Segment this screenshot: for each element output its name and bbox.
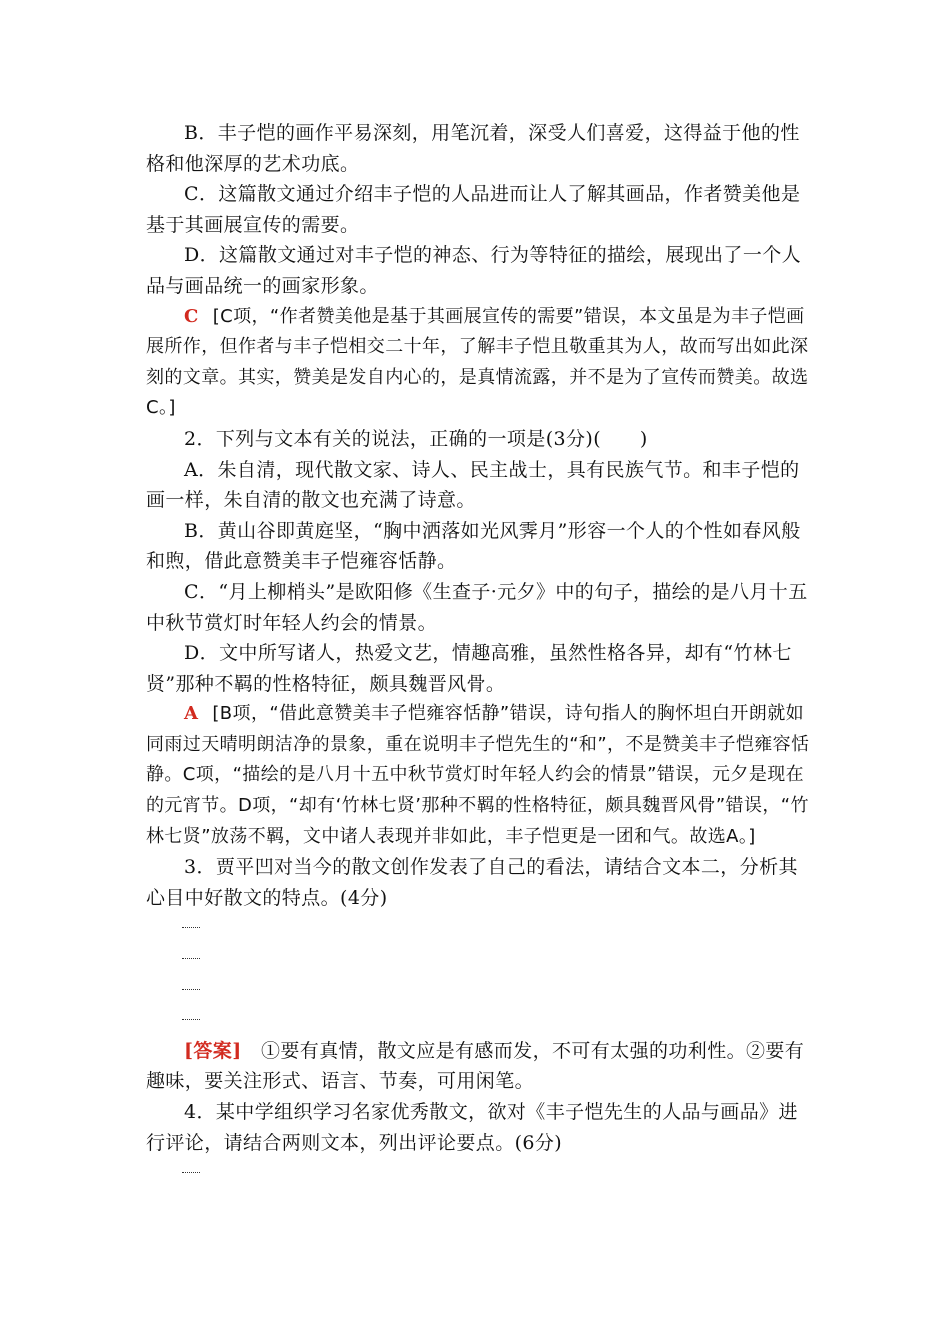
dotted-line (182, 1172, 200, 1173)
q4-answer-line-1[interactable] (146, 1158, 814, 1189)
q2-answer-text: [B项，“借此意赞美丰子恺雍容恬静”错误，诗句指人的胸怀坦白开朗就如同雨过天晴明朗洁净的景象，重在说明丰子恺先生的“和”，不是赞美丰子恺雍容恬静。C项，“描绘的是八月十五中秋节赏灯时年轻人约会的情景”错误，元夕是现在的元宵节。D项，“却有‘竹林七贤’那种不羁的性格特征，颇具魏晋风骨”错误，“竹林七贤”放荡不羁，文中诸人表现并非如此，丰子恺更是一团和气。故选A。] (146, 703, 810, 847)
q3-answer-text: ①要有真情，散文应是有感而发，不可有太强的功利性。②要有趣味，要关注形式、语言、节奏，可用闲笔。 (146, 1039, 805, 1093)
q4-stem: 4．某中学组织学习名家优秀散文，欲对《丰子恺先生的人品与画品》进行评论，请结合两则文本，列出评论要点。(6分) (146, 1101, 798, 1154)
q3-answer-line-4[interactable] (146, 1005, 814, 1036)
q3-answer-line-3[interactable] (146, 975, 814, 1006)
q1-option-c: C．这篇散文通过介绍丰子恺的人品进而让人了解其画品，作者赞美他是基于其画展宣传的需要。 (146, 183, 801, 236)
q3-answer (146, 1036, 814, 1097)
dotted-line (182, 989, 200, 990)
q1-option-b: B．丰子恺的画作平易深刻，用笔沉着，深受人们喜爱，这得益于他的性格和他深厚的艺术功底。 (146, 122, 800, 175)
q1-answer-text: [C项，“作者赞美他是基于其画展宣传的需要”错误，本文虽是为丰子恺画展所作，但作者与丰子恺相交二十年，了解丰子恺且敬重其为人，故而写出如此深刻的文章。其实，赞美是发自内心的，是真情流露，并不是为了宣传而赞美。故选C。] (146, 305, 809, 419)
dotted-line (182, 1019, 200, 1020)
q3-answer-line-2[interactable] (146, 944, 814, 975)
q2-option-a: A．朱自清，现代散文家、诗人、民主战士，具有民族气节。和丰子恺的画一样，朱自清的散文也充满了诗意。 (146, 458, 800, 512)
dotted-line (182, 927, 200, 928)
q1-answer (146, 302, 814, 424)
q3-stem: 3．贾平凹对当今的散文创作发表了自己的看法，请结合文本二，分析其心目中好散文的特点。(4分) (146, 856, 798, 909)
q3-answer-line-1[interactable] (146, 913, 814, 944)
q2-option-d: D．文中所写诸人，热爱文艺，情趣高雅，虽然性格各异，却有“竹林七贤”那种不羁的性格特征，颇具魏晋风骨。 (146, 642, 792, 695)
q1-answer-letter: C (184, 305, 199, 327)
dotted-line (182, 958, 200, 959)
content-column (146, 118, 814, 1189)
q2-option-c: C．“月上柳梢头”是欧阳修《生查子·元夕》中的句子，描绘的是八月十五中秋节赏灯时年轻人约会的情景。 (146, 580, 808, 634)
q2-stem: 2．下列与文本有关的说法，正确的一项是(3分)( ) (184, 427, 648, 450)
q1-option-d: D．这篇散文通过对丰子恺的神态、行为等特征的描绘，展现出了一个人品与画品统一的画家形象。 (146, 244, 802, 297)
q2-answer (146, 699, 814, 852)
q2-option-b: B．黄山谷即黄庭坚，“胸中洒落如光风霁月”形容一个人的个性如春风般和煦，借此意赞美丰子恺雍容恬静。 (146, 519, 801, 573)
q3-answer-label: [答案] (184, 1039, 242, 1062)
q2-answer-letter: A (184, 703, 199, 725)
